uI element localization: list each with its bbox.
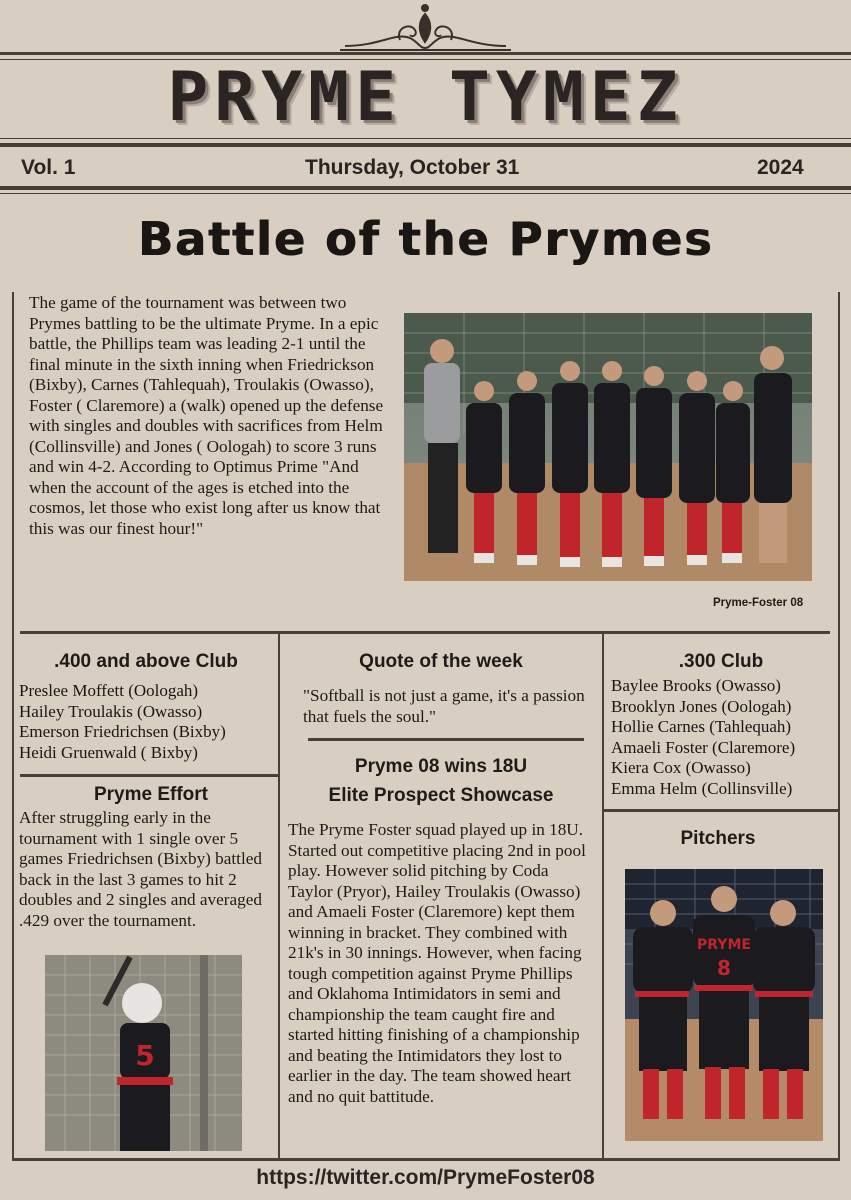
column-divider-right (602, 634, 604, 1158)
issue-year: 2024 (757, 156, 804, 179)
effort-title: Pryme Effort (93, 784, 209, 805)
column-divider-left (278, 634, 280, 1158)
main-headline: Battle of the Prymes (137, 212, 714, 266)
main-story-body: The game of the tournament was between two Prymes battling to be the ultimate Pryme. In a epic battle, the Phillips team was leading 2-1 until the final minute in the sixth inning when Friedrickson (Bixby), Carnes (Tahlequah), Troulakis (Owasso), Foster ( Claremore) a (walk) opened up the defense with singles and doubles with sacrifices from Helm (Collinsville) and Jones ( Oologah) to score 3 runs and win 4-2. According to Optimus Prime "And when the account of the ages is etched into the cosmos, let those who exist long after us know that this was our finest hour!" (29, 293, 384, 538)
team-photo (404, 313, 812, 581)
club-300-player: Brooklyn Jones (Oologah) (611, 696, 792, 716)
quote-title: Quote of the week (359, 651, 523, 672)
batter-photo (45, 955, 242, 1151)
quote-text: "Softball is not just a game, it's a passion that fuels the soul." (303, 686, 585, 726)
pitcher-jersey-number: 8 (717, 956, 731, 980)
effort-body: After struggling early in the tournament with 1 single over 5 games Friedrichsen (Bixby) battled back in the last 3 games to hit 2 doubles and 2 singles and averaged .429 over the tournament. (19, 808, 262, 930)
club-300-player: Emma Helm (Collinsville) (611, 778, 793, 798)
pitchers-title: Pitchers (680, 828, 756, 849)
club-300-player: Kiera Cox (Owasso) (611, 758, 751, 777)
issue-date: Thursday, October 31 (305, 156, 520, 179)
volume-label: Vol. 1 (21, 156, 76, 179)
frame-right (838, 292, 840, 1160)
club-300-player: Baylee Brooks (Owasso) (611, 676, 781, 695)
pitchers-photo (625, 869, 823, 1141)
effort-top-rule (20, 774, 278, 777)
showcase-title-line2: Elite Prospect Showcase (328, 785, 554, 806)
flourish-ornament-icon (340, 2, 511, 56)
club-400-title: .400 and above Club (54, 651, 238, 672)
showcase-body: The Pryme Foster squad played up in 18U. Started out competitive placing 2nd in pool play. However solid pitching by Coda Taylor (Pryor), Hailey Troulakis (Owasso) and Amaeli Foster (Claremore) kept them winning in bracket. They combined with 21k's in 30 innings. However, when facing tough competition against Pryme Phillips and Oklahoma Intimidators in semi and championship the team caught fire and started hitting finishing of a championship and beating the Intimidators they lost to earlier in the day. The team showed heart and no quit battitude. (288, 820, 586, 1106)
club-300-player: Hollie Carnes (Tahlequah) (611, 717, 792, 736)
club-300-list (611, 676, 837, 799)
club-400-player: Emerson Friedrichsen (Bixby) (19, 722, 226, 741)
frame-left (12, 292, 14, 1160)
quote-bottom-rule (308, 738, 584, 741)
dateline-rule (0, 186, 851, 190)
showcase-title-line1: Pryme 08 wins 18U (354, 756, 528, 777)
club-400-list (19, 681, 277, 763)
club-400-player: Heidi Gruenwald ( Bixby) (19, 742, 198, 762)
pitcher-jersey-text: PRYME (697, 937, 751, 953)
masthead-bottom-rule-thick (0, 143, 851, 147)
club-300-title: .300 Club (678, 651, 764, 672)
top-rule (0, 52, 851, 55)
pitchers-top-rule (604, 809, 838, 812)
frame-bottom (12, 1158, 840, 1161)
dateline-rule-thin (0, 193, 851, 194)
batter-jersey-number: 5 (135, 1039, 155, 1072)
club-400-player: Hailey Troulakis (Owasso) (19, 701, 203, 721)
club-400-player: Preslee Moffett (Oologah) (19, 681, 199, 700)
masthead-title: PRYME TYMEZ (167, 58, 684, 137)
twitter-link[interactable]: https://twitter.com/PrymeFoster08 (256, 1166, 595, 1189)
masthead-bottom-rule (0, 138, 851, 139)
club-300-player: Amaeli Foster (Claremore) (611, 737, 796, 757)
team-photo-caption: Pryme-Foster 08 (713, 597, 804, 609)
section-divider (20, 631, 830, 634)
